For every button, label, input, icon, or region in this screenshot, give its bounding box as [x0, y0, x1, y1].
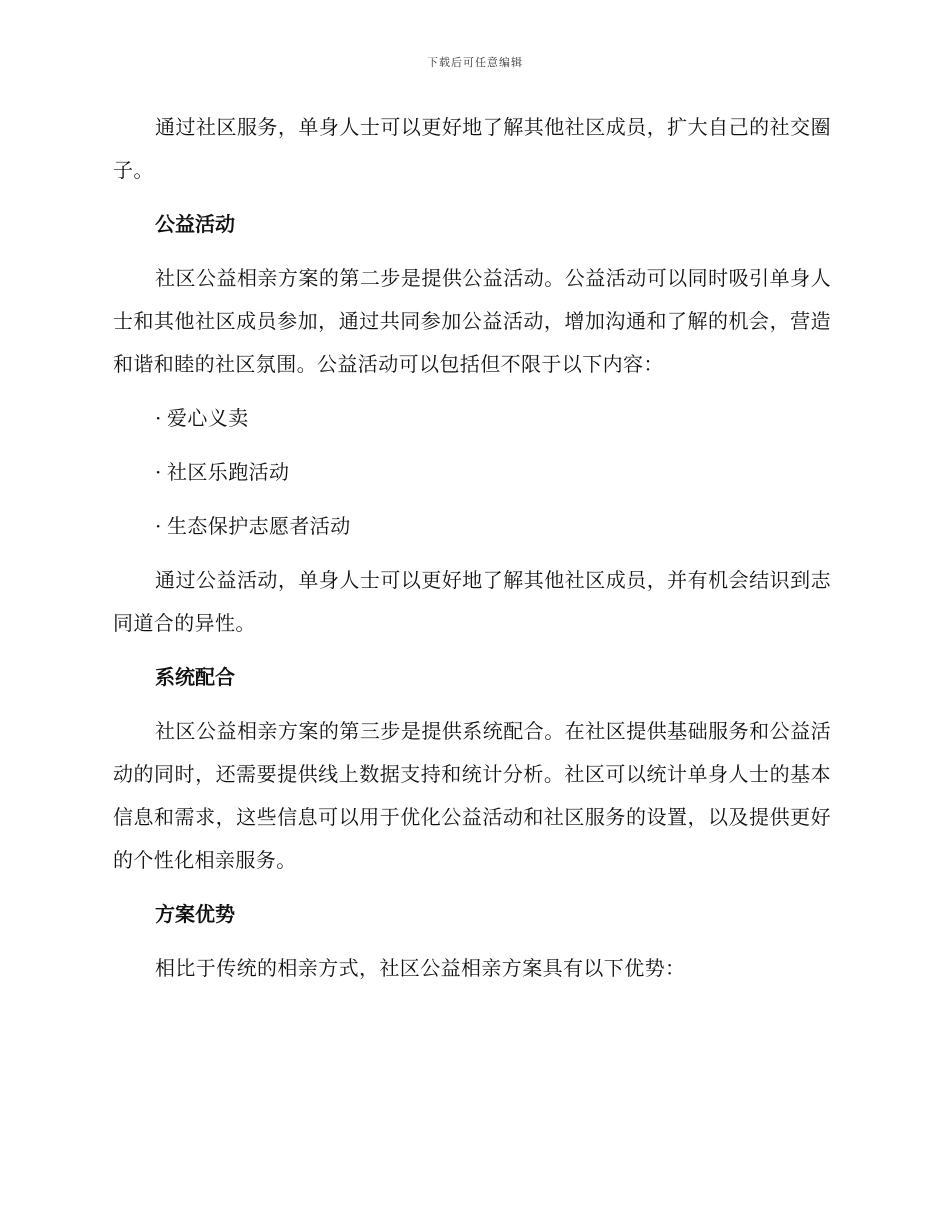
bullet-icon: ·: [155, 514, 162, 538]
bullet-icon: ·: [155, 406, 162, 430]
section-heading-public-welfare: 公益活动: [155, 212, 235, 236]
header-note: 下载后可任意编辑: [427, 56, 523, 69]
public-welfare-paragraph: 社区公益相亲方案的第二步是提供公益活动。公益活动可以同时吸引单身人士和其他社区成员参加，通过共同参加公益活动，增加沟通和了解的机会，营造和谐和睦的社区氛围。公益活动可以包括但不限于以下内容：: [113, 266, 831, 376]
document-body: [113, 106, 831, 1001]
system-support-paragraph: 社区公益相亲方案的第三步是提供系统配合。在社区提供基础服务和公益活动的同时，还需要提供线上数据支持和统计分析。社区可以统计单身人士的基本信息和需求，这些信息可以用于优化公益活动和社区服务的设置，以及提供更好的个性化相亲服务。: [113, 719, 831, 872]
advantages-paragraph: 相比于传统的相亲方式，社区公益相亲方案具有以下优势：: [155, 956, 686, 980]
intro-paragraph: 通过社区服务，单身人士可以更好地了解其他社区成员，扩大自己的社交圈子。: [113, 115, 831, 182]
list-item-text: 爱心义卖: [167, 406, 249, 430]
list-item-text: 社区乐跑活动: [167, 460, 290, 484]
section-heading-system-support: 系统配合: [155, 665, 235, 689]
list-item-text: 生态保护志愿者活动: [167, 514, 351, 538]
list-item: [113, 451, 831, 494]
list-item: [113, 397, 831, 440]
public-welfare-closing: 通过公益活动，单身人士可以更好地了解其他社区成员，并有机会结识到志同道合的异性。: [113, 568, 831, 635]
bullet-icon: ·: [155, 460, 162, 484]
section-heading-advantages: 方案优势: [155, 902, 235, 926]
list-item: [113, 505, 831, 548]
